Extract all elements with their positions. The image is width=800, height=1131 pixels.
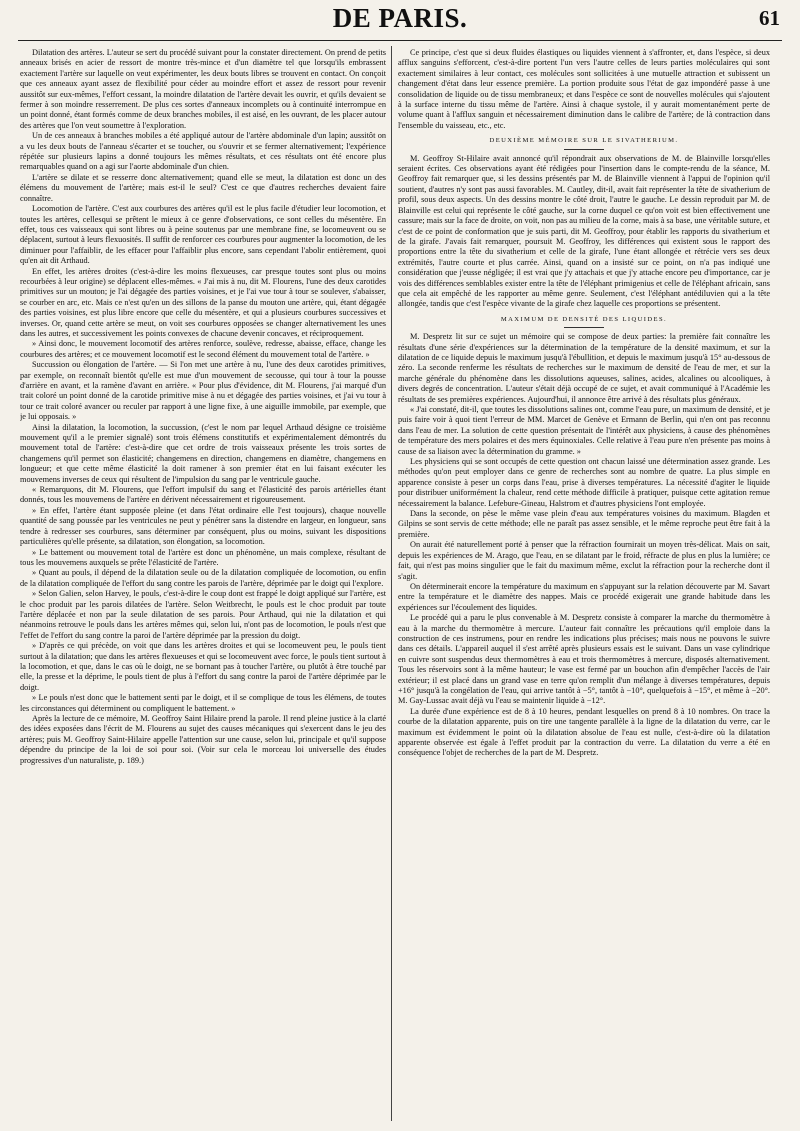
section-heading: MAXIMUM DE DENSITÉ DES LIQUIDES. [398, 315, 770, 328]
header-divider [18, 40, 782, 41]
paragraph: Dans la seconde, on pèse le même vase plein d'eau aux températures voisines du maximum. Blagden et Gilpins se sont servis de cette méthode; elle ne paraît pas assez sensible, et le même reproche peut être fait à la première. [398, 509, 770, 539]
column-divider [391, 46, 392, 1121]
page-number: 61 [759, 6, 780, 30]
page-header [0, 0, 800, 44]
paragraph: » Le pouls n'est donc que le battement senti par le doigt, et il se complique de tous les élémens, de toutes les circonstances qui déterminent ou compliquent le battement. » [20, 693, 386, 713]
paragraph: Dilatation des artères. L'auteur se sert du procédé suivant pour la constater directement. On prend de petits anneaux brisés en acier de ressort de montre très-mince et d'un diamètre tel que lorsqu'ils embrassent exactement l'artère sur laquelle on veut expérimenter, les deux bouts libres se trouvent en contact. On conçoit que ces anneaux ayant assez de flexibilité pour céder au moindre effort et assez de ressort pour revenir aussitôt sur eux-mêmes, l'effort cessant, la moindre dilatation de l'artère devait les ouvrir, et qu'ils devaient se fermer à son moindre resserrement. De plus ces sortes d'anneaux incomplets ou à continuité interrompue en un point donné, étant formés comme de deux branches mobiles, il est aisé, en les ouvrant, de les placer autour des artères que l'on veut soumettre à l'exploration. [20, 48, 386, 130]
left-column [20, 48, 386, 1123]
paragraph: » Selon Galien, selon Harvey, le pouls, c'est-à-dire le coup dont est frappé le doigt appliqué sur l'artère, est le choc produit par les parois dilatées de l'artère. Selon Weitbrecht, le pouls est le choc produit par toute l'artère déplacée et non par la seule dilatation de ses parois. Pour Arthaud, qui nie la dilatation et qui néanmoins retrouve le pouls dans les artères mêmes qui, selon lui, n'ont pas de locomotion, le pouls n'est que l'effet de l'effort du sang contre la paroi de l'artère déprimée par la pression du doigt. [20, 589, 386, 640]
paragraph: On déterminerait encore la température du maximum en s'appuyant sur la relation découverte par M. Savart entre la température et le diamètre des nappes. Mais ce procédé exigerait une grande habitude dans les expériences sur l'écoulement des liquides. [398, 581, 770, 612]
paragraph: » D'après ce qui précède, on voit que dans les artères droites et qui se locomeuvent peu, le pouls tient surtout à la dilatation; que dans les artères flexueuses et qui se locomeuvent avec force, le pouls tient surtout à la locomotion, et que, dans le cas où le doigt, ne se bornant pas à toucher l'artère, ou plutôt à être touché par elle, la presse et la déprime, le pouls tient de plus à l'effort du sang contre la paroi de l'artère déprimée par le doigt. [20, 641, 386, 692]
paragraph: » Le battement ou mouvement total de l'artère est donc un phénomène, un mais complexe, résultant de tous les mouvemens auxquels se prête l'élasticité de l'artère. [20, 547, 386, 567]
paragraph: Les physiciens qui se sont occupés de cette question ont chacun laissé une détermination assez grande. Les méthodes qu'on peut employer dans ce genre de recherches sont au nombre de quatre. La plus simple en apparence consiste à peser un corps dans l'eau, prise à diverses températures. La nécessité d'agiter le liquide pour distribuer uniformément la chaleur, rend cette méthode difficile à pratiquer, puisque cette agitation remue nécessairement la balance. Lefebure-Gineau, Halstrom et d'autres physiciens l'ont employée. [398, 457, 770, 508]
page-title: DE PARIS. [332, 3, 468, 33]
paragraph: Après la lecture de ce mémoire, M. Geoffroy Saint Hilaire prend la parole. Il rend pleine justice à la clarté des idées exposées dans l'écrit de M. Flourens au sujet des causes mécaniques qui s'exercent dans le jeu des artères; puis M. Geoffroy Saint-Hilaire appelle l'attention sur une cause, selon lui, principale et qu'il suppose dépendre du principe de la loi de soi pour soi. (Voir sur cela le morceau loi universelle des études progressives d'un naturaliste, p. 189.) [20, 714, 386, 765]
right-column [398, 48, 770, 1123]
paragraph: Succussion ou élongation de l'artère. — Si l'on met une artère à nu, l'une des deux carotides primitives, par exemple, on reconnaît bientôt qu'elle est mue d'un mouvement de secousse, qui tour à tour la pousse d'arrière en avant, et la ramène d'avant en arrière. « Pour plus d'évidence, dit M. Flourens, j'ai marqué d'un trait coloré un point donné de la carotide primitive mise à nu et dégagée des parties voisines, et j'ai vu tour à tour ce trait coloré avancer ou reculer par rapport à une ligne fixe, à une aiguille immobile, par exemple, que je lui opposais. » [20, 360, 386, 422]
paragraph: » Quant au pouls, il dépend de la dilatation seule ou de la dilatation compliquée de locomotion, ou enfin de la dilatation compliquée de l'effort du sang contre les parois de l'artère, déprimée par le doigt qui l'explore. [20, 568, 386, 588]
paragraph: Ainsi la dilatation, la locomotion, la succussion, (c'est le nom par lequel Arthaud désigne ce troisième mouvement qu'il a le premier signalé) sont trois élémens constitutifs et expérimentalement démontrés du mouvement total de l'artère: c'est-à-dire que cet ordre de trois vaisseaux présente les trois sortes de changemens qu'il permet son élasticité; changemens en direction, changemens en diamètre, changemens en longueur; et que cette même élasticité la doit ramener à son premier état en lui faisant exécuter les mouvemens inverses de ceux qui résultent de l'impulsion du sang par le ventricule gauche. [20, 422, 386, 484]
paragraph: M. Despretz lit sur ce sujet un mémoire qui se compose de deux parties: la première fait connaître les résultats d'une série d'expériences sur la détermination de la température de la densité maximum, et sur la dilatation de ce liquide depuis le maximum jusqu'à l'ébullition, et depuis le maximum jusqu'à 15° au-dessous de zéro. La seconde renferme les résultats de recherches sur le maximum de densité de l'eau de mer, et sur la marche générale du phénomène dans les dissolutions aqueuses, salines, acides, alcalines ou alcooliques, à divers degrés de concentration. L'auteur s'était déjà occupé de ce sujet, et avait communiqué à l'Académie les résultats de ses premières expériences. Aujourd'hui, il annonce être arrivé à des résultats plus généraux. [398, 332, 770, 404]
paragraph: En effet, les artères droites (c'est-à-dire les moins flexueuses, car presque toutes sont plus ou moins recourbées à leur origine) se déplacent elles-mêmes. « J'ai mis à nu, dit M. Flourens, l'une des deux carotides primitives sur un mouton; je l'ai dégagée des parties voisines, et je l'ai vue tour à tour se soulever, s'abaisser, se courber en arc, etc. Mais ce n'est qu'en un des sillons de la panse du mouton une artère, qui, étant dégagée des parties voisines, est plus libre encore que celle du mésentère, et qui a plusieurs courbures successives et inverses. Or, quand cette artère se meut, on voit ses courbures opposées se changer alternativement les unes dans les autres, et successivement les points convexes de chacune devenir concaves, et réciproquement. [20, 266, 386, 338]
paragraph: On aurait été naturellement porté à penser que la réfraction fournirait un moyen très-délicat. Mais on sait, depuis les expériences de M. Arago, que l'eau, en se dilatant par le froid, réfracte de plus en plus la lumière; ce fait, qui n'est pas moins singulier que le fait du maximum même, exclut la réfraction pour la recherche dont il s'agit. [398, 540, 770, 581]
paragraph: Un de ces anneaux à branches mobiles a été appliqué autour de l'artère abdominale d'un lapin; aussitôt on a vu les deux bouts de l'anneau s'écarter et se toucher, ou s'ouvrir et se fermer alternativement; l'expérience répétée sur plusieurs lapins a donné toujours les mêmes résultats, et ces résultats ont été encore plus remarquables quand on a agi sur l'aorte abdominale d'un chien. [20, 131, 386, 172]
paragraph: Le procédé qui a paru le plus convenable à M. Despretz consiste à comparer la marche du thermomètre à eau à la marche du thermomètre à mercure. L'auteur fait connaître les précautions qu'il emploie dans la construction de ces instrumens, pour en rendre les indications plus précises; mais nous ne pouvons le suivre dans ces détails. L'appareil auquel il s'est arrêté après plusieurs essais est le suivant. Dans un vase cylindrique en cuivre sont suspendus deux thermomètres à eau et trois thermomètres à mercure, disposés alternativement. Tous les réservoirs sont à la même hauteur; le vase est fermé par un bouchon afin d'empêcher l'accès de l'air extérieur; il est placé dans un grand vase en terre qu'on remplit d'un mélange à diverses températures, depuis +16° jusqu'à la congélation de l'eau, qui arrive tantôt à −5°, tantôt à −10°, quelquefois à −15°, et même à −20°. M. Gay-Lussac avait déjà vu l'eau se maintenir liquide à −12°. [398, 613, 770, 706]
paragraph: L'artère se dilate et se resserre donc alternativement; quand elle se meut, la dilatation est donc un des élémens du mouvement de l'artère; mais est-il le seul? C'est ce que d'autres recherches devaient faire connaître. [20, 172, 386, 203]
paragraph: Ce principe, c'est que si deux fluides élastiques ou liquides viennent à s'affronter, et, dans l'espèce, si deux afflux sanguins s'efforcent, c'est-à-dire portent l'un vers l'autre celles de leurs parties moléculaires qui sont exactement similaires à leur contact, ces molécules sont sollicitées à une mutuelle attraction et subissent un changement d'état dans leur essence première. La portion produite sous l'état de gaz impondéré passe à une consolidation de liquide ou de tissu membraneux; et dans l'espèce ce sont de nouvelles molécules qui s'ajoutent à la surface interne du tissu même de l'artère. Ainsi à chaque systole, il y aurait momentanément perte de volume quant à l'afflux sanguin et nécessairement diminution dans le calibre de l'artère; de là contraction dans l'ensemble du vaisseau, etc., etc. [398, 48, 770, 130]
paragraph: « J'ai constaté, dit-il, que toutes les dissolutions salines ont, comme l'eau pure, un maximum de densité, et je puis faire voir à quoi tient l'erreur de MM. Marcet de Genève et Ermann de Berlin, qui n'en ont pas reconnu dans l'eau de mer. La solution de cette question présentait de l'intérêt aux physiciens, à cause des phénomènes de température des mers polaires et des mers équinoxiales. Celle relative à l'eau pure n'en présente pas moins à cause de sa liaison avec la détermination du gramme. » [398, 405, 770, 456]
paragraph: M. Geoffroy St-Hilaire avait annoncé qu'il répondrait aux observations de M. de Blainville lorsqu'elles seraient écrites. Ces observations ayant été rédigées pour l'insertion dans le compte-rendu de la séance, M. Geoffroy fait remarquer que, si les dessins présentés par M. de Blainville viennent à l'appui de l'opinion qu'il soutient, d'autres n'y sont pas aussi favorables. M. Cautley, dit-il, avait fait représenter la tête de sivatherium de profil, sous deux aspects. Un des dessins montre le côté droit, l'autre le gauche. Le dessin reproduit par M. de Blainville est celui qui représente le côté gauche, sur la corne duquel ce qu'on voit est bien effectivement une cassure; mais sur la face de droite, on voit, non pas au milieu de la corne, mais à sa base, une véritable suture, et c'est de ce point de conformation que je suis parti, dit M. Geoffroy, pour établir les rapports du sivatherium et de la girafe. J'avais fait remarquer, poursuit M. Geoffroy, les différences qui existent sous le rapport des proportions entre la tête du sivatherium et celle de la girafe, l'une étant allongée et rétrécie vers ses deux extrémités, l'autre courte et plus carrée. Ainsi, quand on a insisté sur ce point, on n'a pas indiqué une considération que j'eusse négligée; il est vrai que j'y attachais et que j'y attache encore peu d'importance, car je vois des différences semblables exister entre la tête de l'éléphant primigenius et celle de l'éléphant africain, sans que cela ait empêché de les rapporter au même genre. Seulement, c'est l'éléphant antédiluvien qui a la tête allongée, tandis que c'est l'espèce vivante de la girafe chez laquelle ces proportions se présentent. [398, 153, 770, 309]
paragraph: La durée d'une expérience est de 8 à 10 heures, pendant lesquelles on prend 8 à 10 nombres. On trace la courbe de la dilatation apparente, puis on tire une tangente parallèle à la ligne de la dilatation du verre, car le maximum est évidemment le point où la dilatation absolue de l'eau est nulle, c'est-à-dire où la dilatation apparente observée est égale à l'effet produit par la contraction du verre. La dilatation du verre a été en conséquence l'objet de recherches de la part de M. Despretz. [398, 706, 770, 758]
section-heading: DEUXIÈME MÉMOIRE SUR LE SIVATHERIUM. [398, 136, 770, 149]
paragraph: » En effet, l'artère étant supposée pleine (et dans l'état ordinaire elle l'est toujours), chaque nouvelle quantité de sang poussée par les ventricules ne peut y pénétrer sans la distendre en largeur, en longueur, sans tendre à redresser ses courbures, sans déterminer par conséquent, plus ou moins, suivant les dispositions particulières qu'elle présente, sa dilatation, son élongation, sa locomotion. [20, 505, 386, 547]
paragraph: « Remarquons, dit M. Flourens, que l'effort impulsif du sang et l'élasticité des parois artérielles étant donnés, tous les mouvemens de l'artère en dérivent nécessairement et rigoureusement. [20, 485, 386, 505]
paragraph: » Ainsi donc, le mouvement locomotif des artères renforce, soulève, redresse, abaisse, efface, change les courbures des artères; et ce mouvement locomotif est le second élément du mouvement total de l'artère. » [20, 339, 386, 359]
paragraph: Locomotion de l'artère. C'est aux courbures des artères qu'il est le plus facile d'étudier leur locomotion, et toutes les artères, cellesqui se prêtent le mieux à ce genre d'observations, ce sont celles du mésentère. En effet, tous ces vaisseaux qui sont libres ou à peine soutenus par une membrane fine, se locomeuvent ou se déplacent, surtout à leurs flexuosités. Il suffit de renforcer ces courbures pour augmenter la locomotion, de les diminuer pour l'affaiblir, de les effacer pour l'affaiblir plus encore, sans cependant l'abolir entièrement, quoi qu'en ait dit Arthaud. [20, 204, 386, 266]
